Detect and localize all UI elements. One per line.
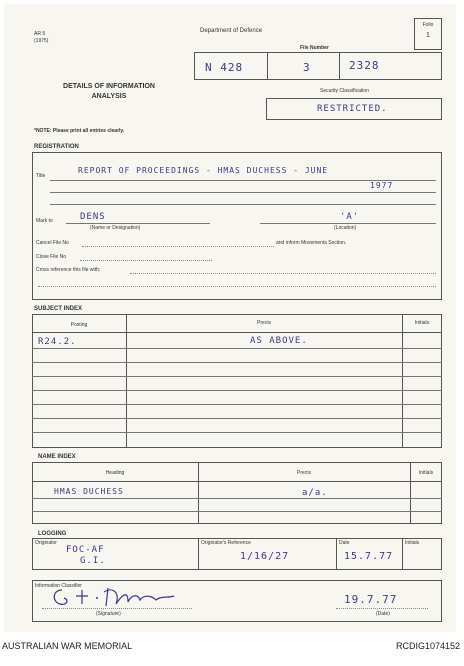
subject-index-heading: SUBJECT INDEX	[34, 306, 83, 312]
logging-heading: LOGGING	[38, 531, 67, 537]
logging-initials-label: Initials	[405, 540, 420, 546]
classifier-label: Information Classifier	[35, 583, 82, 589]
name-row-precis: a/a.	[302, 488, 328, 498]
name-designation-label: (Name or Designation)	[90, 225, 141, 231]
file-number-part-3: 2328	[349, 59, 380, 72]
folio-value: 1	[426, 32, 430, 39]
cancel-file-label: Cancel File No	[36, 240, 69, 246]
mark-to-value: DENS	[80, 212, 106, 222]
folio-box	[414, 18, 442, 50]
inform-movements-label: and inform Movements Section.	[276, 240, 347, 246]
subject-index-table	[32, 314, 442, 448]
signature-label: (Signature)	[96, 611, 121, 617]
logging-date-label: Date	[339, 540, 350, 546]
folio-label: Folio	[422, 22, 434, 28]
subject-row-posting: R24.2.	[38, 337, 77, 347]
classifier-signature	[48, 584, 188, 610]
logging-date-value: 15.7.77	[344, 551, 394, 562]
subject-row-precis: AS ABOVE.	[250, 336, 308, 346]
cross-reference-label: Cross reference this file with:	[36, 267, 101, 273]
title-value-2: 1977	[370, 181, 394, 190]
title-value-1: REPORT OF PROCEEDINGS - HMAS DUCHESS - JUNE	[78, 166, 329, 175]
department: Department of Defence	[200, 28, 263, 34]
security-label: Security Classification	[320, 88, 369, 94]
name-row-heading: HMAS DUCHESS	[54, 487, 124, 496]
close-file-label: Close File No	[36, 254, 67, 260]
archive-credit: AUSTRALIAN WAR MEMORIAL	[2, 641, 133, 651]
originator-reference-value: 1/16/27	[240, 551, 290, 562]
subject-posting-header: Posting	[70, 322, 88, 328]
archive-id: RCDIG1074152	[395, 641, 460, 651]
form-code: AR 5	[34, 31, 46, 37]
name-index-heading: NAME INDEX	[38, 454, 76, 460]
location-label: (Location)	[334, 225, 357, 231]
form-title-line-1: DETAILS OF INFORMATION	[63, 83, 155, 90]
security-value: RESTRICTED.	[317, 104, 388, 114]
subject-precis-header: Precis	[257, 320, 271, 326]
subject-initials-header: Initials	[414, 320, 430, 326]
form-title-line-2: ANALYSIS	[91, 93, 127, 100]
registration-heading: REGISTRATION	[34, 144, 79, 150]
location-value: 'A'	[340, 212, 360, 222]
signoff-date-value: 19.7.77	[344, 593, 398, 606]
form-year: (1975)	[34, 38, 49, 44]
name-precis-header: Precis	[297, 470, 311, 476]
file-number-label: File Number	[300, 45, 329, 51]
signoff-date-label: (Date)	[376, 611, 390, 617]
form-sheet	[4, 4, 456, 632]
file-number-part-2: 3	[303, 61, 311, 74]
originator-reference-label: Originator's Reference	[201, 540, 251, 546]
name-initials-header: Initials	[418, 470, 434, 476]
originator-value-1: FOC-AF	[66, 545, 105, 555]
originator-label: Originator	[35, 540, 57, 546]
file-number-box	[194, 52, 442, 80]
security-box	[266, 98, 442, 120]
file-number-part-1: N 428	[205, 61, 244, 74]
mark-to-label: Mark to	[36, 218, 53, 224]
print-note: *NOTE: Please print all entries clearly.	[34, 128, 125, 134]
name-heading-header: Heading	[105, 470, 125, 476]
title-label: Title	[36, 173, 46, 179]
originator-value-2: G.I.	[80, 556, 106, 566]
